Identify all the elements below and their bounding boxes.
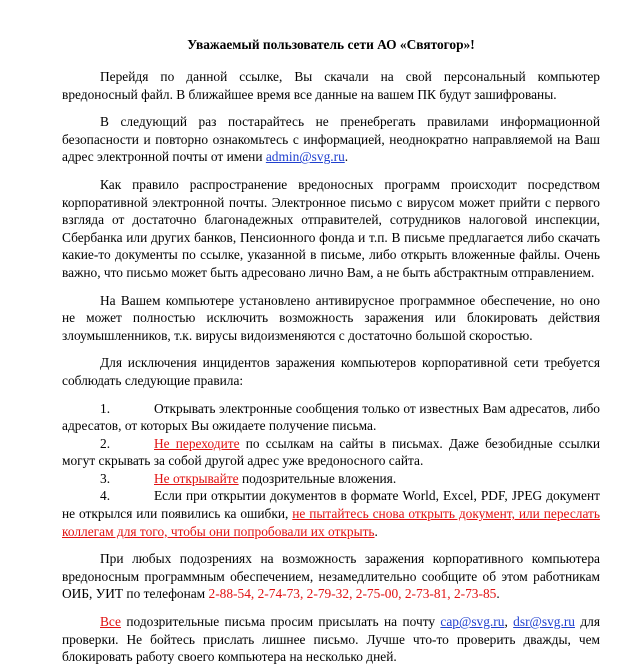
admin-email-link[interactable]: admin@svg.ru bbox=[265, 149, 345, 165]
paragraph-security-reminder: В следующий раз постарайтесь не пренебрегать правилами информационной безопасности и повторно ознакомьтесь с информацией, неоднократно направляемой на Ваш адрес электронной почты от имени admin@svg.ru. bbox=[62, 114, 600, 165]
paragraph-send-suspicious: Все подозрительные письма просим присылать на почту cap@svg.ru, dsr@svg.ru для проверки. Не бойтесь прислать лишнее письмо. Лучше что-то проверить дважды, чем блокировать работу своего компьютера на несколько дней. bbox=[62, 614, 600, 665]
rule-item: 1. Открывать электронные сообщения только от известных Вам адресатов, либо адресатов, от которых Вы ожидаете получение письма. bbox=[62, 400, 600, 434]
letter-title: Уважаемый пользователь сети АО «Святогор»! bbox=[187, 37, 475, 52]
rule-item: 2. Не переходите по ссылкам на сайты в письмах. Даже безобидные ссылки могут скрывать за собой другой адрес уже вредоносного сайта. bbox=[62, 435, 601, 469]
rule-number: 3. bbox=[100, 470, 111, 486]
rule-item: 4. Если при открытии документов в формате World, Excel, PDF, JPEG документ не открылся или появились ка ошибки, не пытайтесь снова открыть документ, или переслать коллегам для того, чтобы они попробовали их открыть. bbox=[62, 488, 601, 539]
rule-number: 1. bbox=[100, 400, 111, 416]
rule-highlight: Не переходите bbox=[154, 435, 240, 451]
rule-number: 4. bbox=[100, 488, 111, 504]
rule-highlight: не пытайтесь снова открыть документ, или переслать коллегам для того, чтобы они попробовали их открыть bbox=[62, 506, 601, 539]
paragraph-rules-intro: Для исключения инцидентов заражения компьютеров корпоративной сети требуется соблюдать следующие правила: bbox=[62, 355, 600, 388]
phone-numbers: 2-88-54, 2-74-73, 2-79-32, 2-75-00, 2-73-81, 2-73-85 bbox=[208, 586, 497, 602]
paragraph-virus-spread: Как правило распространение вредоносных программ происходит посредством корпоративной электронной почты. Электронное письмо с вирусом может прийти с первого взгляда от достаточно благонадежных отправителей, сотрудников налоговой инспекции, Сбербанка или других банков, Пенсионного фонда и т.п. В письме предлагается либо скачать какие-то документы по ссылке, указанной в письме, либо открыть вложенные файлы. Очень важно, что письмо может быть адресовано лично Вам, а не быть абстрактным отправлением. bbox=[62, 176, 600, 280]
paragraph-antivirus: На Вашем компьютере установлено антивирусное программное обеспечение, но оно не может полностью исключить возможность заражения или блокировать действия злоумышленников, т.к. вирусы видоизменяются с достаточно большой скоростью. bbox=[62, 292, 600, 343]
paragraph-text: В следующий раз постарайтесь не пренебрегать правилами информационной безопасности и повторно ознакомьтесь с информацией, неоднократно направляемой на Ваш адрес электронной почты от имени bbox=[62, 114, 600, 165]
rule-number: 2. bbox=[100, 435, 111, 451]
rule-item: 3. Не открывайте подозрительные вложения. bbox=[100, 470, 397, 486]
paragraph-report-contacts: При любых подозрениях на возможность заражения корпоративного компьютера вредоносным программным обеспечением, незамедлительно сообщите об этом работникам ОИБ, УИТ по телефонам 2-88-54, 2-74-73, 2-79-32, 2-75-00, 2-73-81, 2-73-85. bbox=[62, 551, 600, 602]
dsr-email-link[interactable]: dsr@svg.ru bbox=[513, 614, 575, 630]
rules-list bbox=[62, 400, 600, 541]
rule-highlight: Не открывайте bbox=[154, 470, 239, 486]
paragraph-download-warning: Перейдя по данной ссылке, Вы скачали на свой персональный компьютер вредоносный файл. В ближайшее время все данные на вашем ПК будут зашифрованы. bbox=[62, 69, 600, 102]
all-highlight: Все bbox=[100, 614, 121, 630]
cap-email-link[interactable]: cap@svg.ru bbox=[440, 614, 505, 630]
